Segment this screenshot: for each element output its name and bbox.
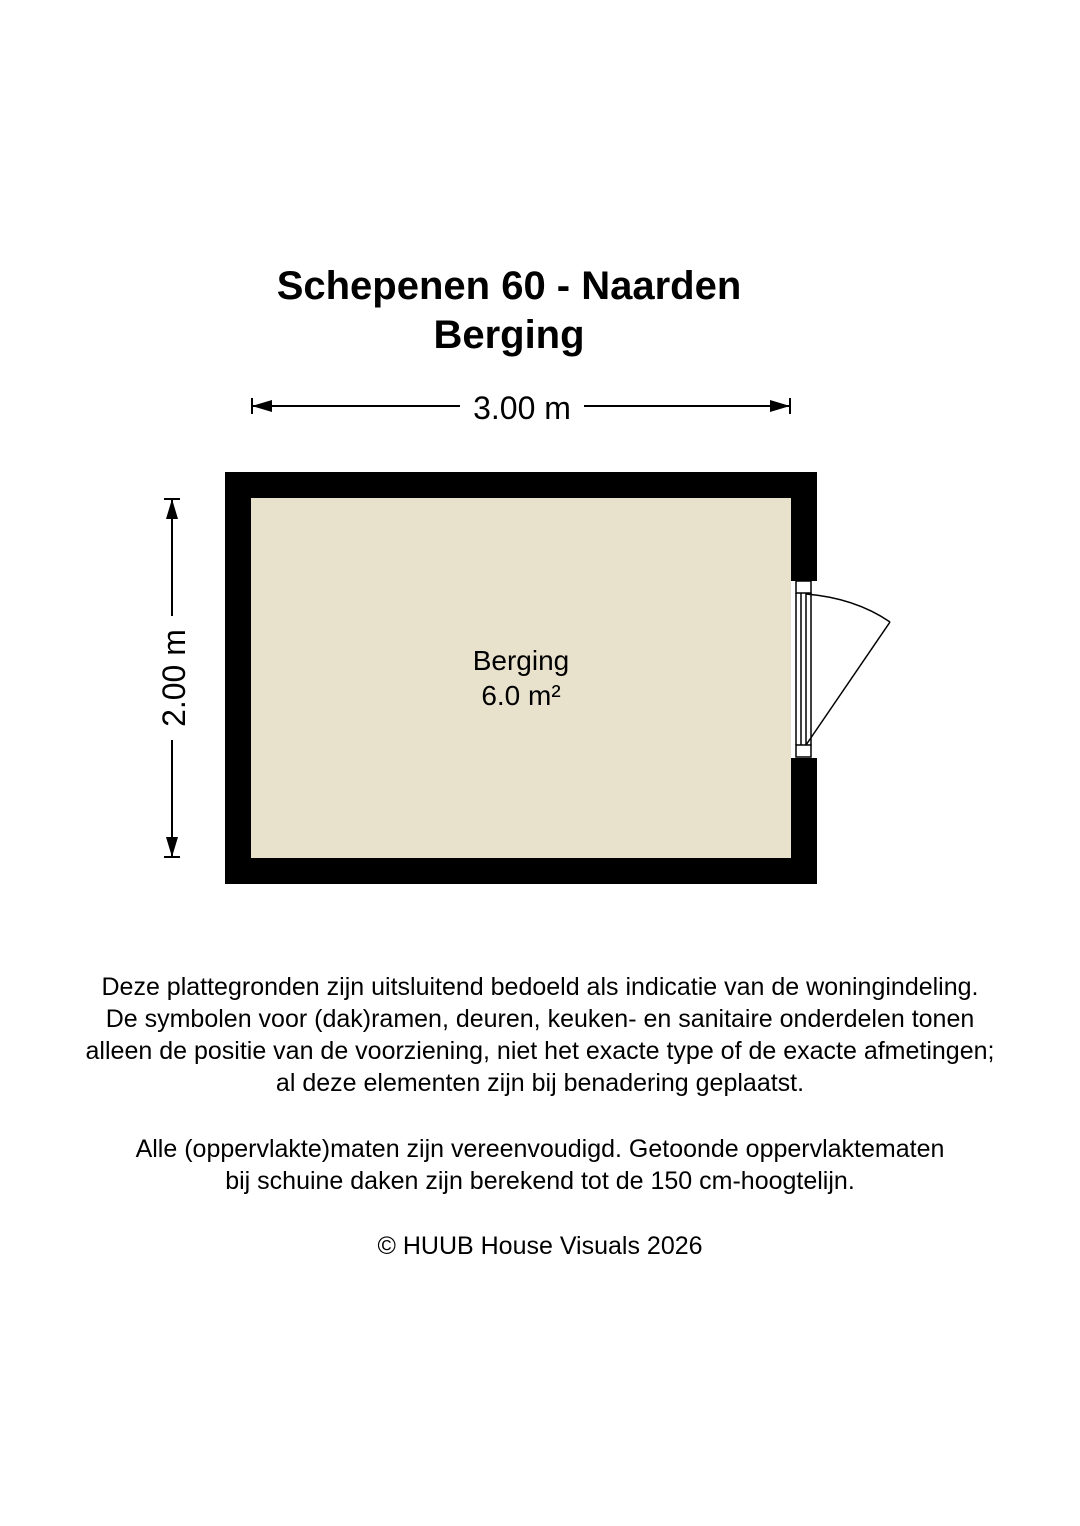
disclaimer-paragraph-1 [0, 971, 1080, 1099]
room-area-label: 6.0 m² [481, 680, 561, 711]
height-dimension-label: 2.00 m [154, 616, 194, 740]
arrow-right-icon [770, 400, 790, 412]
arrow-down-icon [166, 837, 178, 857]
room-floor [251, 498, 791, 858]
arrow-up-icon [166, 499, 178, 519]
width-dimension-label: 3.00 m [460, 388, 584, 428]
floorplan-title: Schepenen 60 - Naarden [276, 264, 742, 308]
room-name-label: Berging [472, 645, 570, 676]
disclaimer-line: al deze elementen zijn bij benadering geplaatst. [275, 1069, 805, 1097]
room-walls [225, 472, 818, 884]
disclaimer-line: De symbolen voor (dak)ramen, deuren, keuken- en sanitaire onderdelen tonen [105, 1005, 975, 1033]
disclaimer-line: Deze plattegronden zijn uitsluitend bedoeld als indicatie van de woningindeling. [101, 973, 979, 1001]
floorplan-subtitle: Berging [433, 313, 585, 357]
copyright-notice: © HUUB House Visuals 2026 [377, 1232, 703, 1260]
disclaimer-line: bij schuine daken zijn berekend tot de 150 cm-hoogtelijn. [225, 1167, 855, 1195]
disclaimer-line: alleen de positie van de voorziening, niet het exacte type of de exacte afmetingen; [85, 1037, 995, 1065]
arrow-left-icon [252, 400, 272, 412]
disclaimer-line: Alle (oppervlakte)maten zijn vereenvoudigd. Getoonde oppervlaktematen [135, 1135, 945, 1163]
disclaimer-paragraph-2 [0, 1133, 1080, 1197]
